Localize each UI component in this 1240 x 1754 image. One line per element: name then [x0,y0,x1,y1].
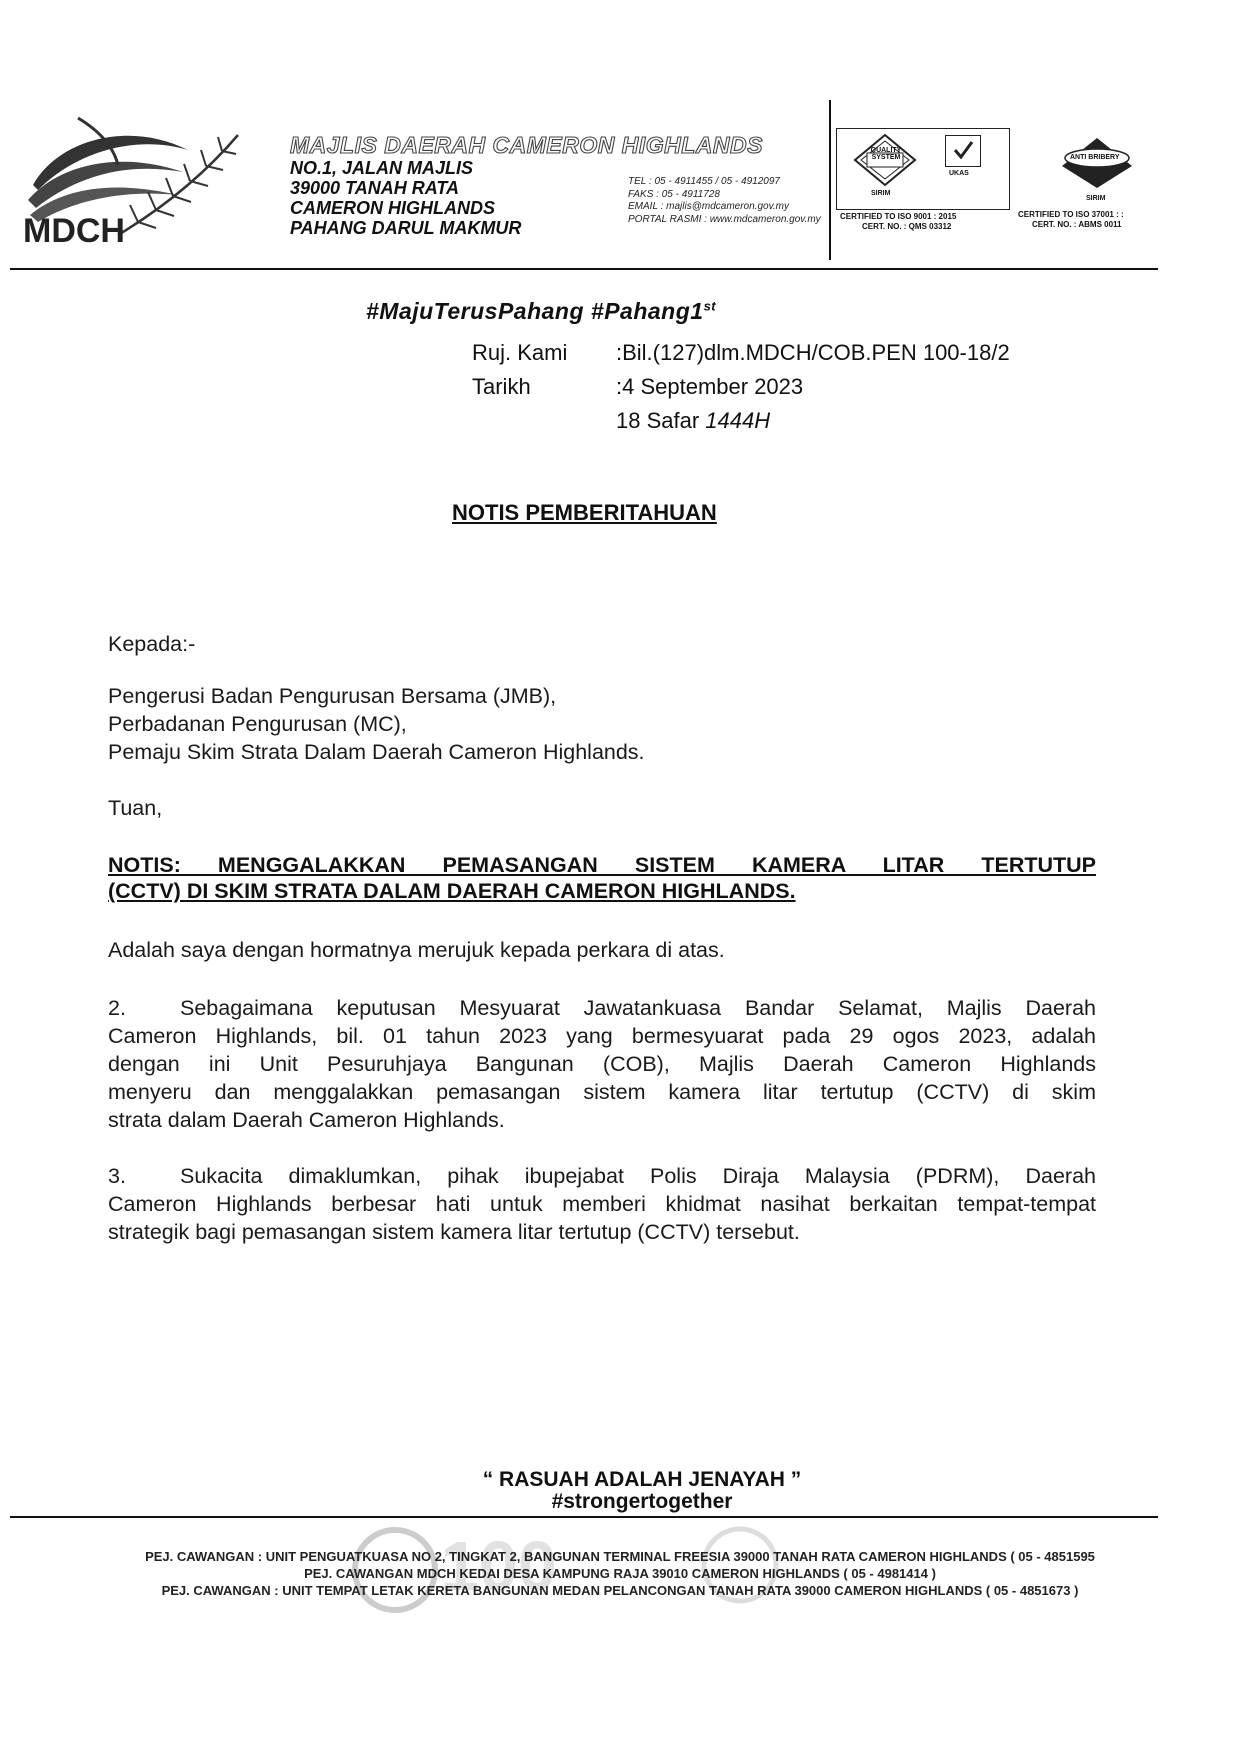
contact-phone: TEL : 05 - 4911455 / 05 - 4912097 [628,176,780,187]
paragraph-line: strata dalam Daerah Cameron Highlands. [108,1108,505,1132]
sirim-label: SIRIM [871,190,891,197]
svg-text:100: 100 [440,1527,557,1605]
quality-system-label: QUALITY SYSTEM [870,147,902,161]
paragraph-line: Sukacita dimaklumkan, pihak ibupejabat Polis Diraja Malaysia (PDRM), Daerah [180,1164,1096,1188]
notice-heading: NOTIS PEMBERITAHUAN [452,500,717,525]
contact-details [628,176,821,226]
ukas-mark-icon [945,135,981,167]
address-line: 39000 TANAH RATA [290,178,460,198]
paragraph-line: menyeru dan menggalakkan pemasangan sistem kamera litar tertutup (CCTV) di skim [108,1080,1096,1104]
contact-portal: PORTAL RASMI : www.mdcameron.gov.my [628,213,821,225]
paragraph-number: 3. [108,1164,126,1188]
contact-email: EMAIL : majlis@mdcameron.gov.my [628,201,789,212]
paragraph-number: 2. [108,996,126,1020]
paragraph-3 [108,1162,1096,1246]
ukas-label: UKAS [949,170,969,177]
logo-text: MDCH [23,212,125,250]
recipient-line: Pengerusi Badan Pengurusan Bersama (JMB), [108,684,557,708]
iso37001-cert-line: CERTIFIED TO ISO 37001 : : [1018,210,1124,219]
recipient-label: Kepada:- [108,632,196,656]
paragraph-1: Adalah saya dengan hormatnya merujuk kepada perkara di atas. [108,938,725,962]
anti-bribery-icon [1060,136,1134,190]
recipient-block [108,682,645,766]
address-line: CAMERON HIGHLANDS [290,198,495,218]
salutation: Tuan, [108,796,163,820]
campaign-hashtag [366,298,716,325]
anti-corruption-slogan: “ RASUAH ADALAH JENAYAH ” [482,1468,802,1491]
iso9001-cert-line: CERTIFIED TO ISO 9001 : 2015 [840,212,957,221]
iso37001-cert-number: CERT. NO. : ABMS 0011 [1032,220,1122,229]
reference-labels [472,336,567,404]
hashtag-superscript: st [703,298,717,314]
subject-line: (CCTV) DI SKIM STRATA DALAM DAERAH CAMERON HIGHLANDS. [108,879,796,903]
branch-line: PEJ. CAWANGAN : UNIT PENGUATKUASA NO 2, TINGKAT 2, BANGUNAN TERMINAL FREESIA 39000 TANAH RATA CAMERON HIGHLANDS ( 05 - 4851595 [145,1549,1095,1564]
mdch-logo-icon [18,110,278,250]
branch-office-address [0,1548,1240,1599]
contact-fax: FAKS : 05 - 4911728 [628,188,720,200]
ref-label: Ruj. Kami [472,340,568,365]
council-logo [18,110,278,250]
address-line: PAHANG DARUL MAKMUR [290,218,522,238]
quality-cert-box [836,128,1010,210]
recipient-line: Perbadanan Pengurusan (MC), [108,712,407,736]
hashtag-text: #MajuTerusPahang #Pahang1 [366,298,704,324]
header-rule [10,268,1158,270]
ref-number: :Bil.(127)dlm.MDCH/COB.PEN 100-18/2 [616,340,1010,365]
anti-bribery-label: ANTI BRIBERY [1070,154,1120,161]
paragraph-line: Cameron Highlands, bil. 01 tahun 2023 yang bermesyuarat pada 29 ogos 2023, adalah [108,1024,1096,1048]
date-label: Tarikh [472,374,531,399]
address-line: NO.1, JALAN MAJLIS [290,158,474,178]
paragraph-line: strategik bagi pemasangan sistem kamera litar tertutup (CCTV) tersebut. [108,1220,800,1244]
paragraph-line: Sebagaimana keputusan Mesyuarat Jawatankuasa Bandar Selamat, Majlis Daerah [180,996,1096,1020]
paragraph-line: dengan ini Unit Pesuruhjaya Bangunan (COB), Majlis Daerah Cameron Highlands [108,1052,1096,1076]
footer-rule [10,1516,1158,1518]
letter-date: :4 September 2023 [616,374,804,399]
branch-line: PEJ. CAWANGAN MDCH KEDAI DESA KAMPUNG RAJA 39010 CAMERON HIGHLANDS ( 05 - 4981414 ) [304,1566,936,1581]
sirim-label: SIRIM [1086,195,1106,202]
subject-line: NOTIS: MENGGALAKKAN PEMASANGAN SISTEM KAMERA LITAR TERTUTUP [108,853,1096,877]
header-divider [829,100,831,260]
hijri-date: 18 Safar 1444H [616,408,771,433]
paragraph-line: Cameron Highlands berbesar hati untuk memberi khidmat nasihat berkaitan tempat-tempat [108,1192,1096,1216]
reference-values [616,336,1010,438]
organization-address [290,158,521,238]
paragraph-2 [108,994,1096,1134]
organization-name: MAJLIS DAERAH CAMERON HIGHLANDS [290,132,763,158]
letter-subject [108,852,1096,904]
recipient-line: Pemaju Skim Strata Dalam Daerah Cameron Highlands. [108,740,645,764]
hijri-year: 1444H [705,408,771,433]
footer-tagline: #strongertogether [551,1490,733,1513]
branch-line: PEJ. CAWANGAN : UNIT TEMPAT LETAK KERETA BANGUNAN MEDAN PELANCONGAN TANAH RATA 39000 CAMERON HIGHLANDS ( 05 - 4851673 ) [161,1583,1079,1598]
iso9001-cert-number: CERT. NO. : QMS 03312 [862,222,952,231]
anti-bribery-badge [1060,136,1134,190]
